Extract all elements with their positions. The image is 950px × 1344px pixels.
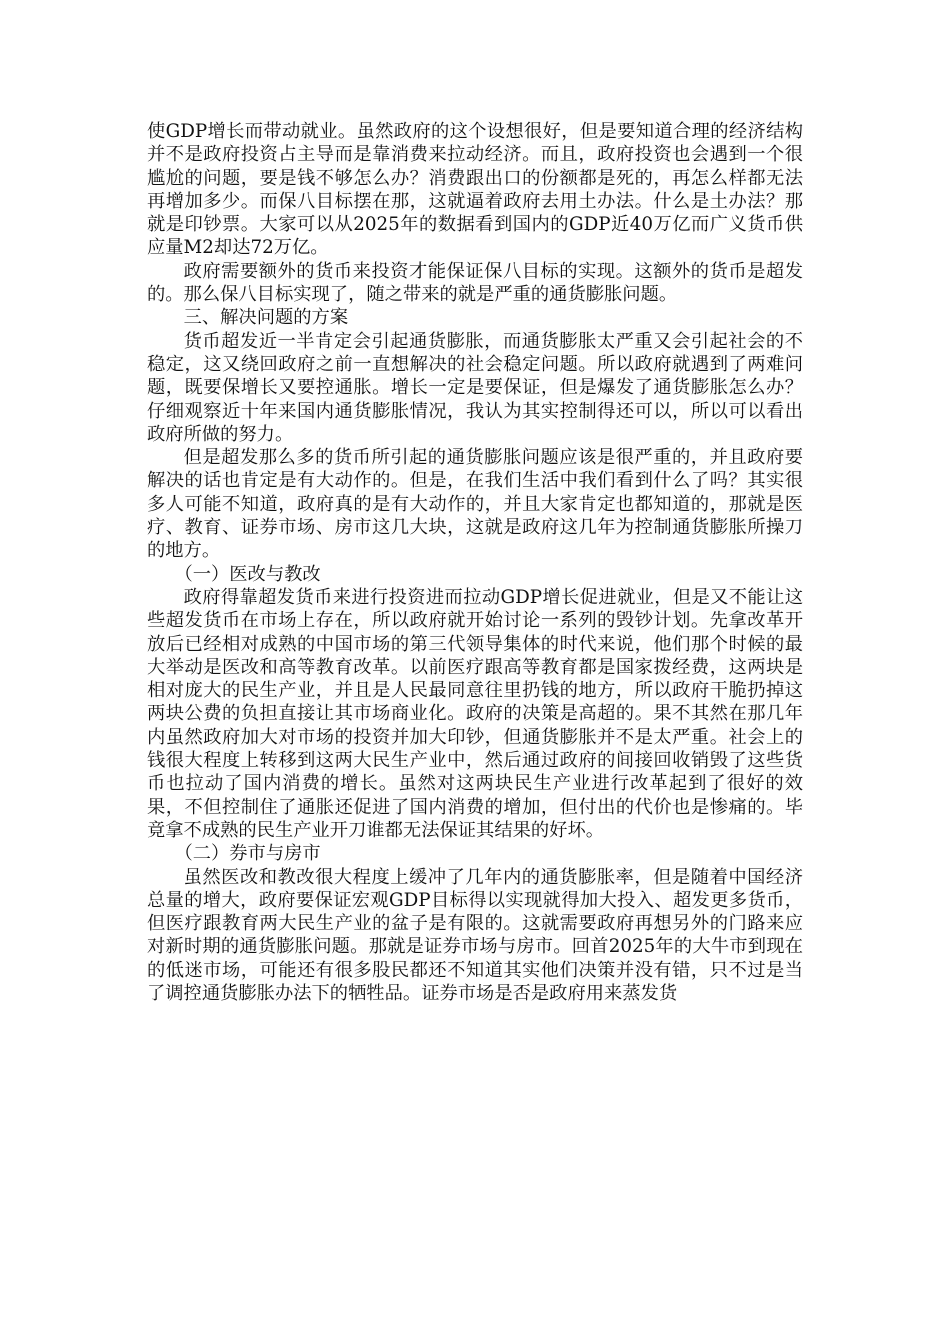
paragraph-stock-housing: 虽然医改和教改很大程度上缓冲了几年内的通货膨胀率，但是随着中国经济总量的增大，政府要保证宏观GDP目标得以实现就得加大投入、超发更多货币，但医疗跟教育两大民生产业的盆子是有限的。这就需要政府再想另外的门路来应对新时期的通货膨胀问题。那就是证券市场与房市。回首2025年的大牛市到现在的低迷市场，可能还有很多股民都还不知道其实他们决策并没有错，只不过是当了调控通货膨胀办法下的牺牲品。证券市场是否是政府用来蒸发货 — [147, 866, 803, 1004]
paragraph-big-moves: 但是超发那么多的货币所引起的通货膨胀问题应该是很严重的，并且政府要解决的话也肯定是有大动作的。但是，在我们生活中我们看到什么了吗？其实很多人可能不知道，政府真的是有大动作的，并且大家肯定也都知道的，那就是医疗、教育、证券市场、房市这几大块，这就是政府这几年为控制通货膨胀所操刀的地方。 — [147, 447, 803, 562]
paragraph-inflation-dilemma: 货币超发近一半肯定会引起通货膨胀，而通货膨胀太严重又会引起社会的不稳定，这又绕回政府之前一直想解决的社会稳定问题。所以政府就遇到了两难问题，既要保增长又要控通胀。增长一定是要保证，但是爆发了通货膨胀怎么办？仔细观察近十年来国内通货膨胀情况，我认为其实控制得还可以，所以可以看出政府所做的努力。 — [147, 330, 803, 445]
paragraph-extra-money: 政府需要额外的货币来投资才能保证保八目标的实现。这额外的货币是超发的。那么保八目标实现了，随之带来的就是严重的通货膨胀问题。 — [147, 260, 803, 306]
paragraph-medical-education-reform: 政府得靠超发货币来进行投资进而拉动GDP增长促进就业，但是又不能让这些超发货币在市场上存在，所以政府就开始讨论一系列的毁钞计划。先拿改革开放后已经相对成熟的中国市场的第三代领导集体的时代来说，他们那个时候的最大举动是医改和高等教育改革。以前医疗跟高等教育都是国家拨经费，这两块是相对庞大的民生产业，并且是人民最同意往里扔钱的地方，所以政府干脆扔掉这两块公费的负担直接让其市场商业化。政府的决策是高超的。果不其然在那几年内虽然政府加大对市场的投资并加大印钞，但通货膨胀并不是太严重。社会上的钱很大程度上转移到这两大民生产业中，然后通过政府的间接回收销毁了这些货币也拉动了国内消费的增长。虽然对这两块民生产业进行改革起到了很好的效果，不但控制住了通胀还促进了国内消费的增加，但付出的代价也是惨痛的。毕竟拿不成熟的民生产业开刀谁都无法保证其结果的好坏。 — [147, 586, 803, 841]
section-heading-solutions: 三、解决问题的方案 — [183, 307, 349, 329]
document-page — [147, 120, 803, 1005]
paragraph-continuation: 使GDP增长而带动就业。虽然政府的这个设想很好，但是要知道合理的经济结构并不是政府投资占主导而是靠消费来拉动经济。而且，政府投资也会遇到一个很尴尬的问题，要是钱不够怎么办？消费跟出口的份额都是死的，再怎么样都无法再增加多少。而保八目标摆在那，这就逼着政府去用土办法。什么是土办法？那就是印钞票。大家可以从2025年的数据看到国内的GDP近40万亿而广义货币供应量M2却达72万亿。 — [147, 121, 803, 259]
subsection-heading-medical-education: （一）医改与教改 — [174, 563, 321, 585]
subsection-heading-stock-housing: （二）券市与房市 — [174, 843, 321, 865]
